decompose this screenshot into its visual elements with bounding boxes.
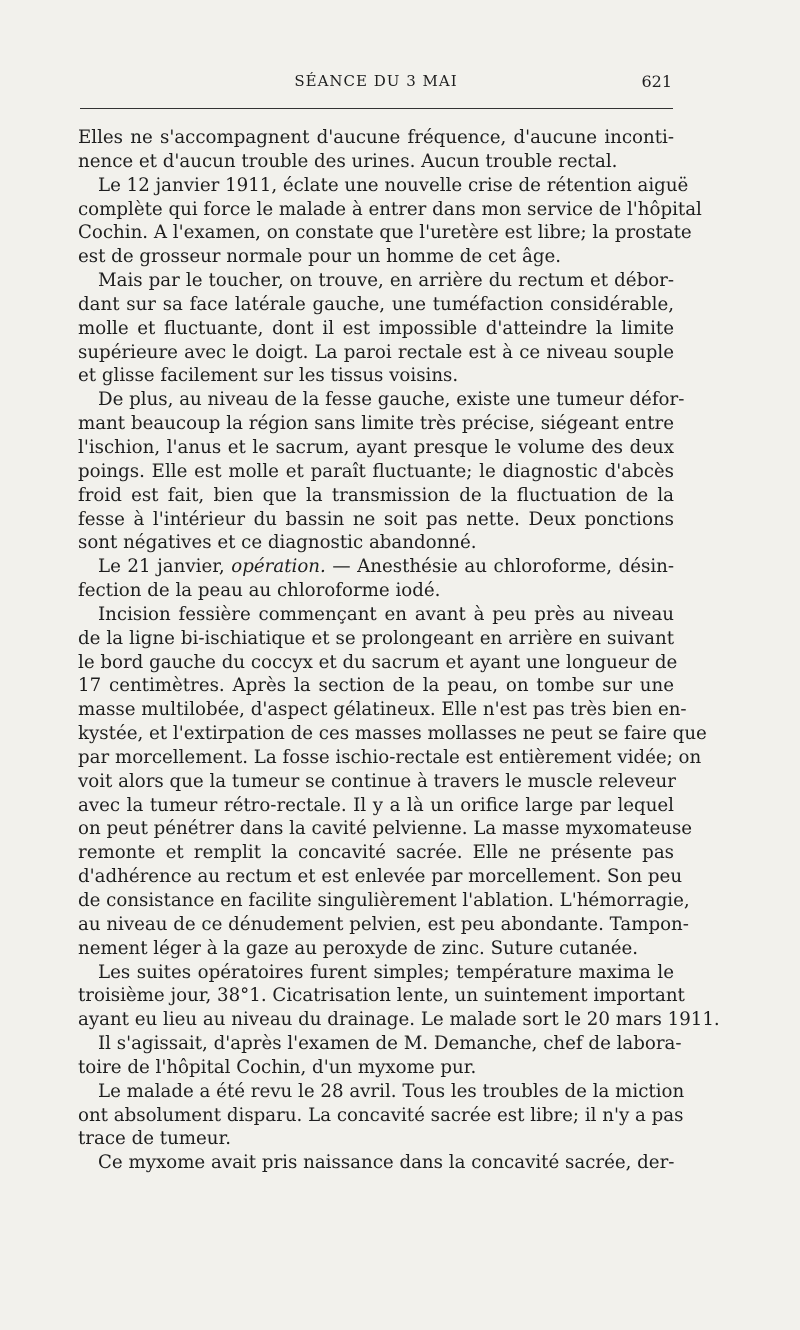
text-segment: le bord gauche du coccyx et du sacrum et ayant une longueur de: [78, 651, 678, 673]
text-segment: Le 21 janvier,: [98, 556, 232, 578]
text-segment: Le malade a été revu le 28 avril. Tous les troubles de la miction: [98, 1080, 685, 1102]
text-segment: et glisse facilement sur les tissus voisins.: [78, 365, 459, 387]
text-segment: molle et fluctuante, dont il est impossible d'atteindre la limite: [78, 317, 674, 339]
text-segment: ayant eu lieu au niveau du drainage. Le malade sort le 20 mars 1911.: [78, 1009, 720, 1031]
text-line: [78, 484, 674, 508]
text-segment: dant sur sa face latérale gauche, une tuméfaction considérable,: [78, 293, 674, 315]
text-line: [78, 198, 702, 222]
text-line: [78, 913, 689, 937]
text-line: [78, 269, 674, 293]
text-segment: supérieure avec le doigt. La paroi rectale est à ce niveau souple: [78, 341, 674, 363]
text-line: [78, 150, 674, 174]
text-line: [78, 174, 689, 198]
text-segment: Ce myxome avait pris naissance dans la concavité sacrée, der-: [98, 1152, 675, 1174]
text-segment: fection de la peau au chloroforme iodé.: [78, 580, 441, 602]
text-segment: Incision fessière commençant en avant à peu près au niveau: [98, 603, 674, 625]
text-segment: avec la tumeur rétro-rectale. Il y a là un orifice large par lequel: [78, 794, 674, 816]
text-line: [78, 245, 674, 269]
text-line: [78, 388, 685, 412]
text-line: [78, 579, 674, 603]
body-text: [78, 126, 720, 1175]
text-segment: voit alors que la tumeur se continue à travers le muscle releveur: [78, 770, 676, 792]
text-line: [78, 603, 674, 627]
text-segment: poings. Elle est molle et paraît fluctuante; le diagnostic d'abcès: [78, 460, 674, 482]
text-segment: Le 12 janvier 1911, éclate une nouvelle crise de rétention aiguë: [98, 174, 689, 196]
text-segment: 17 centimètres. Après la section de la peau, on tombe sur une: [78, 675, 674, 697]
text-line: [78, 937, 674, 961]
text-segment: de consistance en facilite singulièrement l'ablation. L'hémorragie,: [78, 890, 690, 911]
text-line: [78, 698, 687, 722]
text-line: [78, 1080, 685, 1104]
text-line: [78, 1008, 720, 1032]
text-segment: toire de l'hôpital Cochin, d'un myxome pur.: [78, 1056, 477, 1078]
text-line: [78, 531, 674, 555]
text-segment: kystée, et l'extirpation de ces masses mollasses ne peut se faire que: [78, 723, 707, 745]
text-line: [78, 794, 674, 818]
text-segment: remonte et remplit la concavité sacrée. Elle ne présente pas: [78, 842, 674, 864]
text-segment: au niveau de ce dénudement pelvien, est peu abondante. Tampon-: [78, 913, 689, 935]
text-line: [78, 341, 674, 365]
text-line: [78, 1151, 674, 1175]
text-line: [78, 555, 674, 579]
text-line: [78, 126, 674, 150]
text-line: [78, 436, 674, 460]
text-line: [78, 1104, 684, 1128]
text-segment: Elles ne s'accompagnent d'aucune fréquence, d'aucune inconti-: [78, 127, 674, 148]
text-segment: — Anesthésie au chloroforme, désin-: [325, 556, 675, 578]
text-segment: froid est fait, bien que la transmission de la fluctuation de la: [78, 484, 674, 506]
text-line: [78, 889, 690, 913]
text-segment: complète qui force le malade à entrer dans mon service de l'hôpital: [78, 198, 702, 220]
text-line: [78, 984, 685, 1008]
text-segment: fesse à l'intérieur du bassin ne soit pas nette. Deux ponctions: [78, 508, 674, 530]
text-segment: masse multilobée, d'aspect gélatineux. Elle n'est pas très bien en-: [78, 699, 687, 721]
text-line: [78, 412, 674, 436]
text-segment: d'adhérence au rectum et est enlevée par morcellement. Son peu: [78, 866, 683, 888]
text-segment: troisième jour, 38°1. Cicatrisation lente, un suintement important: [78, 985, 685, 1007]
text-segment: Les suites opératoires furent simples; température maxima le: [98, 961, 674, 983]
text-segment: mant beaucoup la région sans limite très précise, siégeant entre: [78, 413, 674, 435]
text-segment: Cochin. A l'examen, on constate que l'uretère est libre; la prostate: [78, 222, 692, 244]
text-line: [78, 770, 674, 794]
text-line: [78, 1032, 682, 1056]
text-line: [78, 317, 674, 341]
text-segment: est de grosseur normale pour un homme de cet âge.: [78, 246, 562, 268]
italic-segment: opération.: [231, 556, 326, 578]
text-line: [78, 722, 707, 746]
text-segment: par morcellement. La fosse ischio-rectale est entièrement vidée; on: [78, 746, 702, 768]
text-segment: de la ligne bi-ischiatique et se prolongeant en arrière en suivant: [78, 627, 674, 649]
text-line: [78, 364, 674, 388]
text-line: [78, 817, 693, 841]
text-line: [78, 674, 674, 698]
text-line: [78, 293, 674, 317]
text-line: [78, 627, 674, 651]
text-line: [78, 1127, 674, 1151]
text-segment: sont négatives et ce diagnostic abandonné.: [78, 532, 477, 554]
text-segment: trace de tumeur.: [78, 1128, 231, 1150]
header-rule: [80, 108, 673, 109]
text-line: [78, 865, 683, 889]
text-segment: on peut pénétrer dans la cavité pelvienne. La masse myxomateuse: [78, 818, 693, 840]
text-segment: De plus, au niveau de la fesse gauche, existe une tumeur défor-: [98, 389, 685, 411]
text-segment: Mais par le toucher, on trouve, en arrière du rectum et débor-: [98, 270, 674, 292]
text-segment: Il s'agissait, d'après l'examen de M. Demanche, chef de labora-: [98, 1033, 682, 1055]
text-line: [78, 961, 674, 985]
text-line: [78, 651, 678, 675]
header-title: SÉANCE DU 3 MAI: [294, 72, 458, 90]
text-line: [78, 221, 692, 245]
text-segment: l'ischion, l'anus et le sacrum, ayant presque le volume des deux: [78, 436, 674, 458]
text-segment: ont absolument disparu. La concavité sacrée est libre; il n'y a pas: [78, 1104, 684, 1126]
text-segment: nement léger à la gaze au peroxyde de zinc. Suture cutanée.: [78, 937, 639, 959]
page-number: 621: [641, 72, 672, 91]
text-segment: nence et d'aucun trouble des urines. Aucun trouble rectal.: [78, 150, 618, 172]
running-header: [78, 72, 674, 96]
text-line: [78, 746, 702, 770]
text-line: [78, 508, 674, 532]
text-line: [78, 1056, 674, 1080]
text-line: [78, 460, 674, 484]
text-line: [78, 841, 674, 865]
